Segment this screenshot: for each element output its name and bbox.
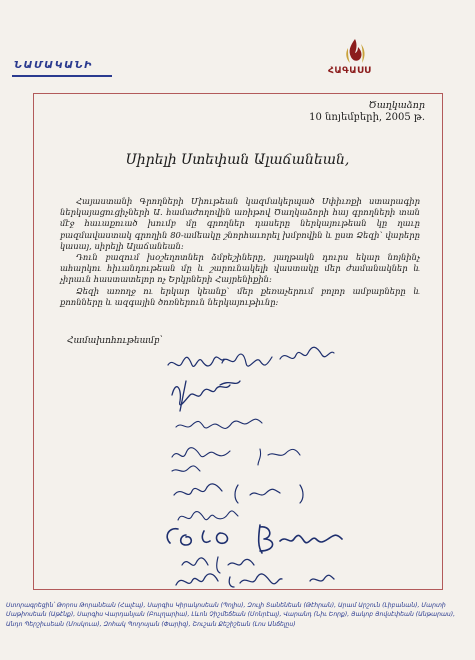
header-divider [12,75,112,77]
signatures-block [160,345,420,590]
publisher-logo [322,38,402,78]
letter-body [60,196,420,308]
signature [178,511,238,520]
signature [174,484,303,503]
signature [172,448,300,472]
signature [182,557,254,573]
signature [176,574,334,587]
salutation: Սիրելի Ստեփան Ալաճանեան, [125,152,350,168]
signatories-list: Ստորագրեցին՝ Թորոս Թորանեան (Հալէպ), Սարգիս Կիրակոսեան (Պոլիս), Զուլի Տանենեան (Թէհրան), Արամ Արշուն (Լիբանան), Մարտի Մաթիոսեան (Աթէնք), Սարգիս Վարդանյան (Բուլղարիա), Լևոն Չիշմեճեան (Մոնրէալ), Վարանդ (Նիւ Եորք), Յակոբ Յովսէփեան (Անթարաս), Անդո Պերշիւսեան (Մոսկուա), Զոհակ Պողոսյան (Փարիզ), Շուշան Քեշիշեան (Լոս Անճելըս) [6,602,456,628]
closing-phrase: Համախոհութեամբ՝ [67,336,163,346]
handwritten-signatures [160,345,420,590]
body-paragraph: Դուն բազում խօշեղոտներ ձմբեշիները, յաղթակն դուրս եկար նոյնինչ ահարկու հիւանդութեան մը և շարունակելի վաստակը մեր ժամանակներ և չիրաւն հաստատելոր ոչ Երկրների Հայրենիքին: [60,252,420,285]
flame-logo-icon [342,38,368,66]
signature [167,525,342,553]
letter-place: Ծաղկաձոր [368,100,425,111]
body-paragraph: Հայաստանի Գրողների Միութեան կազմակերպած Սփիւռքի ստարագիր ներկայացուցիչների Ա. համաժողովին առիթով Ծաղկաձորի հայ գրողների տան մէջ հաւաքուած խումբ մը գրողներ դասերը ներկայութեան կը ղաւը բազմավաստակ գրողին 80-ամեակը շնորհաւորել խմբովին և ըստ Ձեզի՝ վարերը կասայ, սիրելի Ալաճանեան: [60,196,420,251]
letter-date: 10 նոյեմբերի, 2005 թ. [309,112,425,123]
signature [168,347,334,366]
signature [172,381,240,411]
logo-text: ՀԱԳԱՍՍ [328,66,372,76]
series-name: ՆԱՄԱԿԱՆԻ [14,60,93,71]
body-paragraph: Ձեզի առողջ ու երկար կեանք՝ մեր քեռաչերում բոլոր ամբարները և քոոնները և ազգային ծոռներուն ներկայութիւնը: [60,285,420,307]
signature [176,419,262,428]
